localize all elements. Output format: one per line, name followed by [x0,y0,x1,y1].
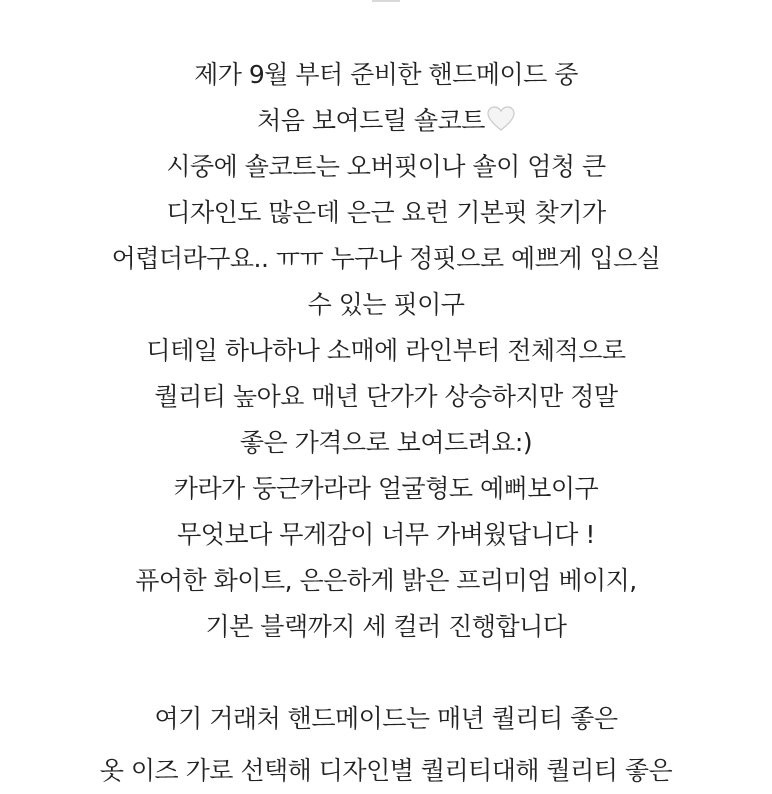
post-line: 기본 블랙까지 세 컬러 진행합니다 [205,612,567,641]
post-line: 좋은 가격으로 보여드려요:) [239,428,533,457]
post-line: 카라가 둥근카라라 얼굴형도 예뻐보이구 [173,474,599,503]
paragraph-spacer [0,650,772,696]
post-line: 퓨어한 화이트, 은은하게 밝은 프리미엄 베이지, [135,566,637,595]
post-line: 퀄리티 높아요 매년 단가가 상승하지만 정말 [154,382,618,411]
post-body [0,52,772,742]
post-line: 수 있는 핏이구 [307,290,465,319]
post-line-text: 처음 보여드릴 숄코트 [257,106,485,135]
post-line: 디테일 하나하나 소매에 라인부터 전체적으로 [146,336,626,365]
white-heart-icon [487,101,515,147]
post-line: 어렵더라구요.. ㅠㅠ 누구나 정핏으로 예쁘게 입으실 [111,244,661,273]
post-line: 여기 거래처 핸드메이드는 매년 퀄리티 좋은 [154,704,618,733]
post-line-with-emoji [0,98,772,144]
post-line: 제가 9월 부터 준비한 핸드메이드 중 [194,60,578,89]
top-edge-divider [372,0,400,2]
post-line: 무엇보다 무게감이 너무 가벼웠답니다 ! [177,520,595,549]
post-line-cut-off: 옷 이즈 가로 선택해 디자인별 퀄리티대해 퀄리티 좋은 [99,756,673,785]
post-line: 디자인도 많은데 은근 요런 기본핏 찾기가 [166,198,606,227]
post-line: 시중에 숄코트는 오버핏이나 숄이 엄청 큰 [166,152,606,181]
